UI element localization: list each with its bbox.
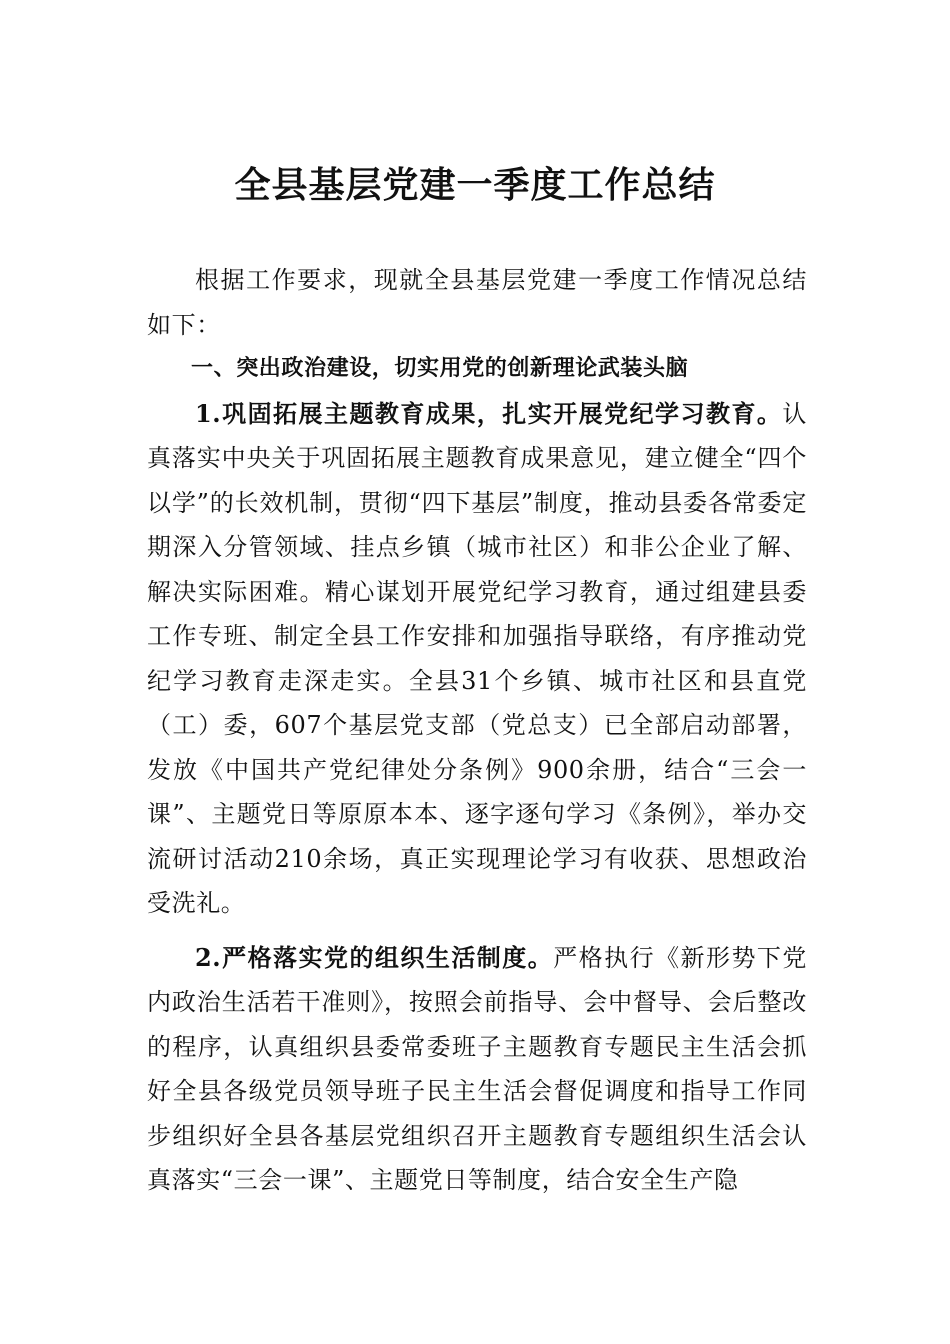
item-2-body: 严格执行《新形势下党内政治生活若干准则》，按照会前指导、会中督导、会后整改的程序，认真组织县委常委班子主题教育专题民主生活会抓好全县各级党员领导班子民主生活会督促调度和指导工作同步组织好全县各基层党组织召开主题教育专题组织生活会认真落实“三会一课”、主题党日等制度，结合安全生产隐 xyxy=(147,943,808,1194)
item-1-lead: 1.巩固拓展主题教育成果，扎实开展党纪学习教育。 xyxy=(195,398,783,428)
document-body xyxy=(147,258,807,1203)
document-title: 全县基层党建一季度工作总结 xyxy=(234,164,716,206)
item-2-paragraph xyxy=(147,936,807,1203)
item-2-lead: 2.严格落实党的组织生活制度。 xyxy=(195,942,554,972)
item-1-body: 认真落实中央关于巩固拓展主题教育成果意见，建立健全“四个以学”的长效机制，贯彻“四下基层”制度，推动县委各常委定期深入分管领域、挂点乡镇（城市社区）和非公企业了解、解决实际困难。精心谋划开展党纪学习教育，通过组建县委工作专班、制定全县工作安排和加强指导联络，有序推动党纪学习教育走深走实。全县31个乡镇、城市社区和县直党（工）委，607个基层党支部（党总支）已全部启动部署，发放《中国共产党纪律处分条例》900余册，结合“三会一课”、主题党日等原原本本、逐字逐句学习《条例》，举办交流研讨活动210余场，真正实现理论学习有收获、思想政治受洗礼。 xyxy=(147,399,807,917)
intro-paragraph: 根据工作要求，现就全县基层党建一季度工作情况总结如下： xyxy=(147,266,807,339)
section-1-heading: 一、突出政治建设，切实用党的创新理论武装头脑 xyxy=(191,356,689,381)
item-1-paragraph xyxy=(147,392,807,926)
